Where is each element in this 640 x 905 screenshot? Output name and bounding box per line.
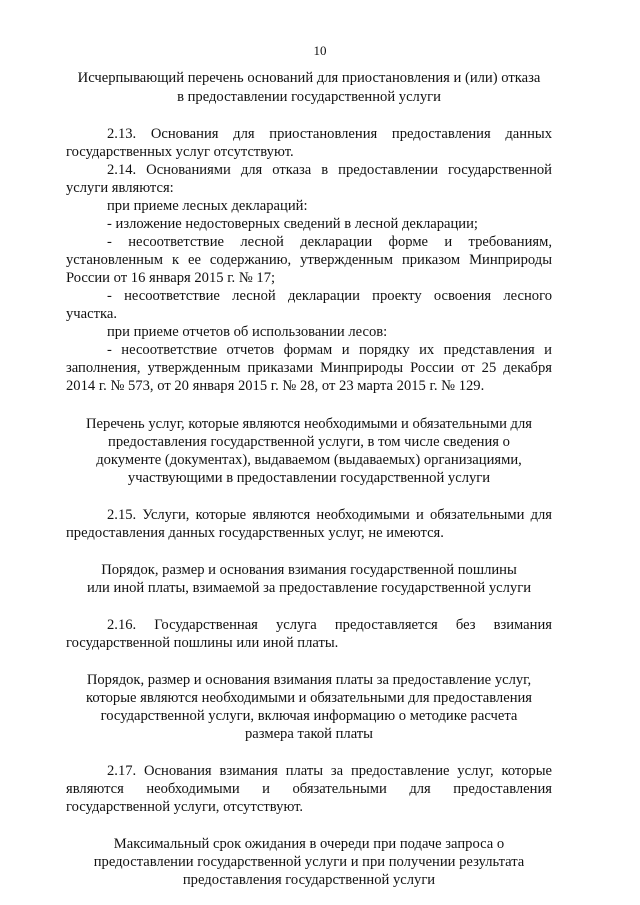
heading-required-services-line-1: Перечень услуг, которые являются необходимыми и обязательными для	[86, 416, 532, 432]
paragraph-2-17-line-2: являются необходимыми и обязательными для предоставления	[66, 781, 552, 797]
heading-queue-time-line-3: предоставления государственной услуги	[182, 872, 436, 888]
heading-state-fee-line-2: или иной платы, взимаемой за предоставление государственной услуги	[86, 580, 532, 596]
heading-required-services-line-2: предоставления государственной услуги, в том числе сведения о	[108, 434, 510, 450]
heading-grounds-refusal-line-1: Исчерпывающий перечень оснований для приостановления и (или) отказа	[77, 70, 541, 86]
heading-queue-time-line-1: Максимальный срок ожидания в очереди при подаче запроса о	[113, 836, 505, 852]
item-reports-line-2: заполнения, утвержденным приказами Минприроды России от 25 декабря	[66, 360, 552, 376]
paragraph-2-15-line-1: 2.15. Услуги, которые являются необходимыми и обязательными для	[107, 507, 552, 523]
paragraph-2-15-line-2: предоставления данных государственных услуг, не имеются.	[66, 525, 444, 541]
item-false-info: - изложение недостоверных сведений в лесной декларации;	[107, 216, 478, 232]
heading-service-fees-line-1: Порядок, размер и основания взимания платы за предоставление услуг,	[86, 672, 532, 688]
paragraph-2-14-line-1: 2.14. Основаниями для отказа в предоставлении государственной	[107, 162, 552, 178]
paragraph-2-14-line-2: услуги являются:	[66, 180, 174, 196]
forest-declarations-intro: при приеме лесных деклараций:	[107, 198, 308, 214]
item-form-mismatch-line-1: - несоответствие лесной декларации форме и требованиям,	[107, 234, 552, 250]
paragraph-2-13-line-1: 2.13. Основания для приостановления предоставления данных	[107, 126, 552, 142]
page-number: 10	[313, 43, 327, 58]
heading-state-fee-line-1: Порядок, размер и основания взимания государственной пошлины	[101, 562, 517, 578]
paragraph-2-16-line-1: 2.16. Государственная услуга предоставляется без взимания	[107, 617, 552, 633]
item-form-mismatch-line-2: установленным к ее содержанию, утвержденным приказом Минприроды	[66, 252, 552, 268]
item-project-mismatch-line-1: - несоответствие лесной декларации проекту освоения лесного	[107, 288, 552, 304]
paragraph-2-16-line-2: государственной пошлины или иной платы.	[66, 635, 339, 651]
heading-service-fees-line-2: которые являются необходимыми и обязательными для предоставления	[85, 690, 533, 706]
paragraph-2-13-line-2: государственных услуг отсутствуют.	[66, 144, 294, 160]
heading-required-services-line-4: участвующими в предоставлении государственной услуги	[127, 470, 491, 486]
heading-service-fees-line-3: государственной услуги, включая информацию о методике расчета	[100, 708, 518, 724]
heading-grounds-refusal-line-2: в предоставлении государственной услуги	[177, 89, 441, 105]
paragraph-2-17-line-3: государственной услуги, отсутствуют.	[66, 799, 304, 815]
paragraph-2-17-line-1: 2.17. Основания взимания платы за предоставление услуг, которые	[107, 763, 552, 779]
heading-service-fees-line-4: размера такой платы	[245, 726, 373, 742]
heading-required-services-line-3: документе (документах), выдаваемом (выдаваемых) организациями,	[96, 452, 522, 468]
item-reports-line-3: 2014 г. № 573, от 20 января 2015 г. № 28, от 23 марта 2015 г. № 129.	[66, 378, 485, 394]
item-form-mismatch-line-3: России от 16 января 2015 г. № 17;	[66, 270, 276, 286]
reports-intro: при приеме отчетов об использовании лесов:	[107, 324, 388, 340]
item-project-mismatch-line-2: участка.	[66, 306, 117, 322]
item-reports-line-1: - несоответствие отчетов формам и порядку их представления и	[107, 342, 552, 358]
heading-queue-time-line-2: предоставлении государственной услуги и при получении результата	[93, 854, 525, 870]
